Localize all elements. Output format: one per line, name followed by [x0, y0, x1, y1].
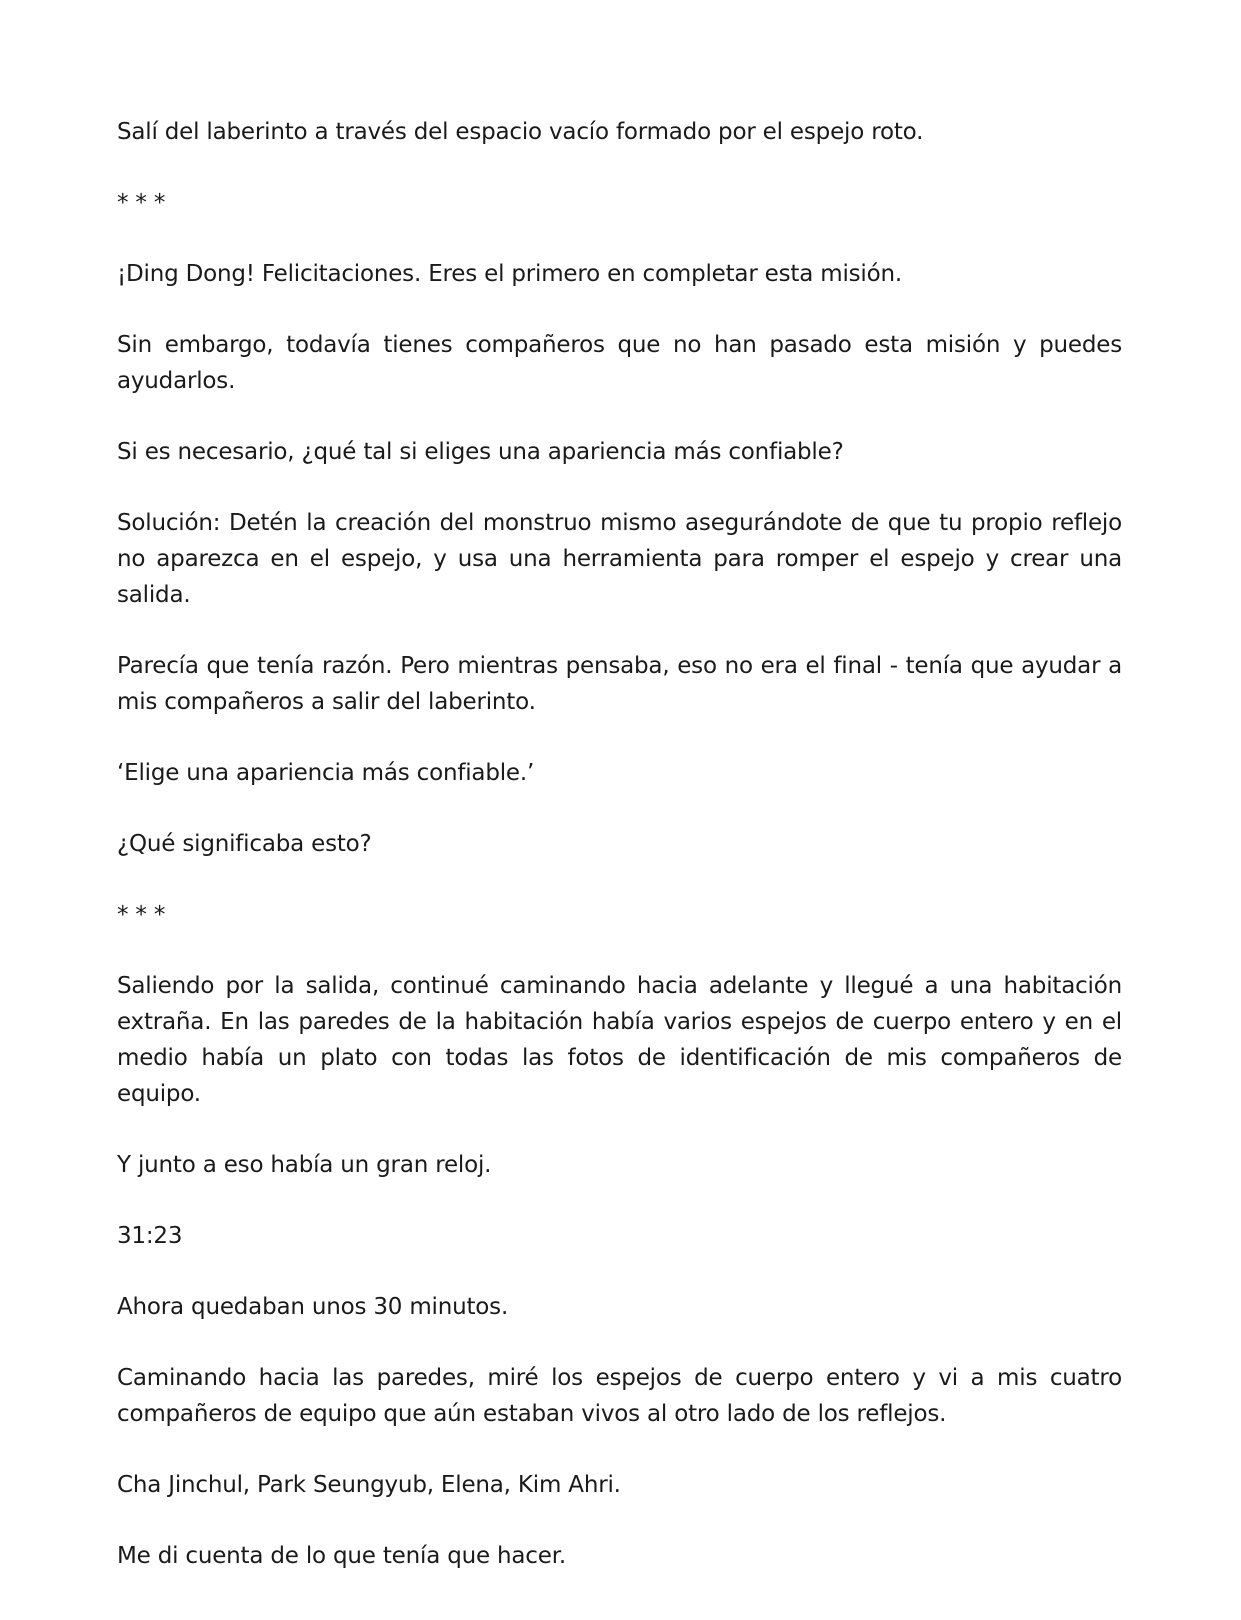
paragraph: Caminando hacia las paredes, miré los espejos de cuerpo entero y vi a mis cuatro compañeros de equipo que aún estaban vivos al otro lado de los reflejos.	[117, 1365, 1122, 1427]
paragraph: Saliendo por la salida, continué caminando hacia adelante y llegué a una habitación extraña. En las paredes de la habitación había varios espejos de cuerpo entero y en el medio había un plato con todas las fotos de identificación de mis compañeros de equipo.	[117, 973, 1122, 1107]
paragraph: Si es necesario, ¿qué tal si eliges una apariencia más confiable?	[117, 439, 844, 465]
paragraph: Ahora quedaban unos 30 minutos.	[117, 1294, 509, 1320]
paragraph: Salí del laberinto a través del espacio vacío formado por el espejo roto.	[117, 119, 924, 145]
paragraph: Solución: Detén la creación del monstruo mismo asegurándote de que tu propio reflejo no aparezca en el espejo, y usa una herramienta para romper el espejo y crear una salida.	[117, 510, 1122, 608]
paragraph: ¿Qué significaba esto?	[117, 831, 372, 857]
document-page	[117, 114, 1122, 1574]
paragraph: Y junto a eso había un gran reloj.	[117, 1152, 492, 1178]
paragraph: ‘Elige una apariencia más confiable.’	[117, 760, 535, 786]
paragraph: ¡Ding Dong! Felicitaciones. Eres el primero en completar esta misión.	[117, 261, 902, 287]
scene-break: * * *	[117, 190, 166, 216]
paragraph: Sin embargo, todavía tienes compañeros que no han pasado esta misión y puedes ayudarlos.	[117, 332, 1122, 394]
paragraph: Cha Jinchul, Park Seungyub, Elena, Kim Ahri.	[117, 1472, 621, 1498]
scene-break: * * *	[117, 902, 166, 928]
paragraph: Parecía que tenía razón. Pero mientras pensaba, eso no era el final - tenía que ayudar a mis compañeros a salir del laberinto.	[117, 653, 1122, 715]
paragraph: Me di cuenta de lo que tenía que hacer.	[117, 1543, 566, 1569]
timer-readout: 31:23	[117, 1223, 183, 1249]
